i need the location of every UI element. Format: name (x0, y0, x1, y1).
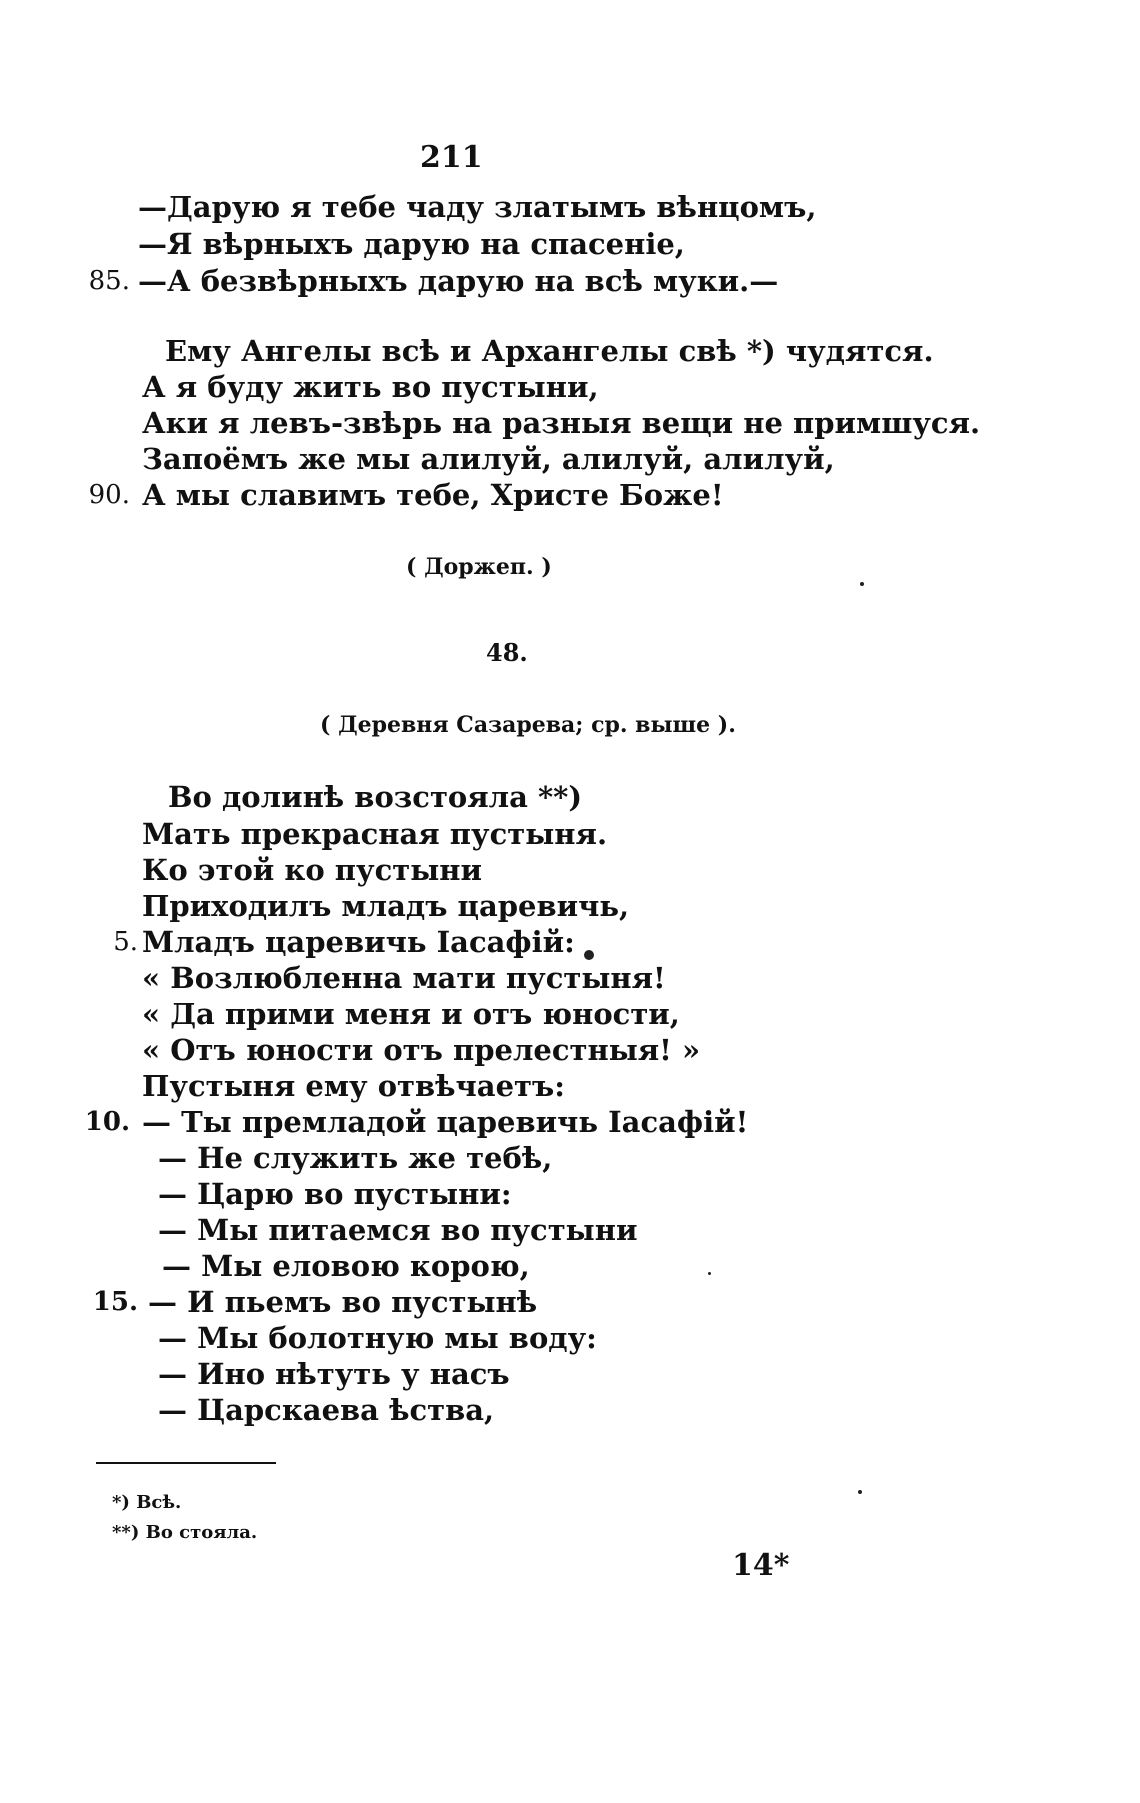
verse-line: — Мы питаемся во пустыни (158, 1213, 638, 1247)
verse-line: — Ты премладой царевичь Іасафій! (142, 1105, 749, 1139)
verse-line: А я буду жить во пустыни, (142, 370, 599, 404)
verse-line: Ко этой ко пустыни (142, 853, 482, 887)
verse-line: — Царскаева ѣства, (158, 1393, 495, 1427)
verse-line: —Я вѣрныхъ дарую на спасеніе, (138, 227, 685, 261)
line-number: 90. (88, 480, 130, 510)
source-note: ( Деревня Сазарева; ср. выше ). (320, 712, 736, 738)
footnote (112, 1492, 181, 1513)
verse-line: « Возлюбленна мати пустыня! (142, 961, 666, 995)
line-number: 10. (84, 1107, 130, 1137)
verse-line: Запоёмъ же мы алилуй, алилуй, алилуй, (142, 442, 835, 476)
footnote-text: Во стояла. (145, 1522, 258, 1543)
verse-line: — И пьемъ во пустынѣ (148, 1285, 538, 1319)
footnote-text: Всѣ. (136, 1492, 182, 1513)
verse-line: А мы славимъ тебе, Христе Боже! (142, 478, 724, 512)
ink-speck (584, 950, 594, 960)
verse-line: — Мы еловою корою, (162, 1249, 530, 1283)
verse-line: — Ино нѣтуть у насъ (158, 1357, 510, 1391)
page-number: 211 (420, 140, 483, 175)
verse-line: Мать прекрасная пустыня. (142, 817, 608, 851)
line-number: 85. (88, 266, 130, 296)
verse-line: « Да прими меня и отъ юности, (142, 997, 680, 1031)
ink-speck (708, 1272, 711, 1275)
verse-line: Приходилъ младъ царевичь, (142, 889, 630, 923)
verse-line: « Отъ юности отъ прелестныя! » (142, 1033, 701, 1067)
verse-line: Во долинѣ возстояла **) (168, 780, 583, 814)
song-number: 48. (486, 638, 528, 667)
verse-line: — Не служить же тебѣ, (158, 1141, 553, 1175)
attribution: ( Доржеп. ) (406, 554, 552, 580)
verse-line: Пустыня ему отвѣчаетъ: (142, 1069, 565, 1103)
footnote-mark: **) (112, 1522, 140, 1543)
verse-line: —Дарую я тебе чаду златымъ вѣнцомъ, (138, 190, 817, 224)
verse-line: Ему Ангелы всѣ и Архангелы свѣ *) чудятся. (165, 334, 934, 368)
footnote-divider (96, 1462, 276, 1464)
verse-line: —А безвѣрныхъ дарую на всѣ муки.— (138, 264, 779, 298)
verse-line: — Мы болотную мы воду: (158, 1321, 597, 1355)
ink-speck (860, 582, 864, 586)
line-number: 5. (113, 927, 138, 957)
ink-speck (858, 1490, 862, 1494)
verse-line: Аки я левъ-звѣрь на разныя вещи не примшуся. (142, 406, 981, 440)
line-number: 15. (92, 1287, 138, 1317)
verse-line: — Царю во пустыни: (158, 1177, 512, 1211)
printer-signature: 14* (732, 1548, 790, 1583)
footnote (112, 1522, 257, 1543)
footnote-mark: *) (112, 1492, 130, 1513)
verse-line: Младъ царевичь Іасафій: (142, 925, 575, 959)
